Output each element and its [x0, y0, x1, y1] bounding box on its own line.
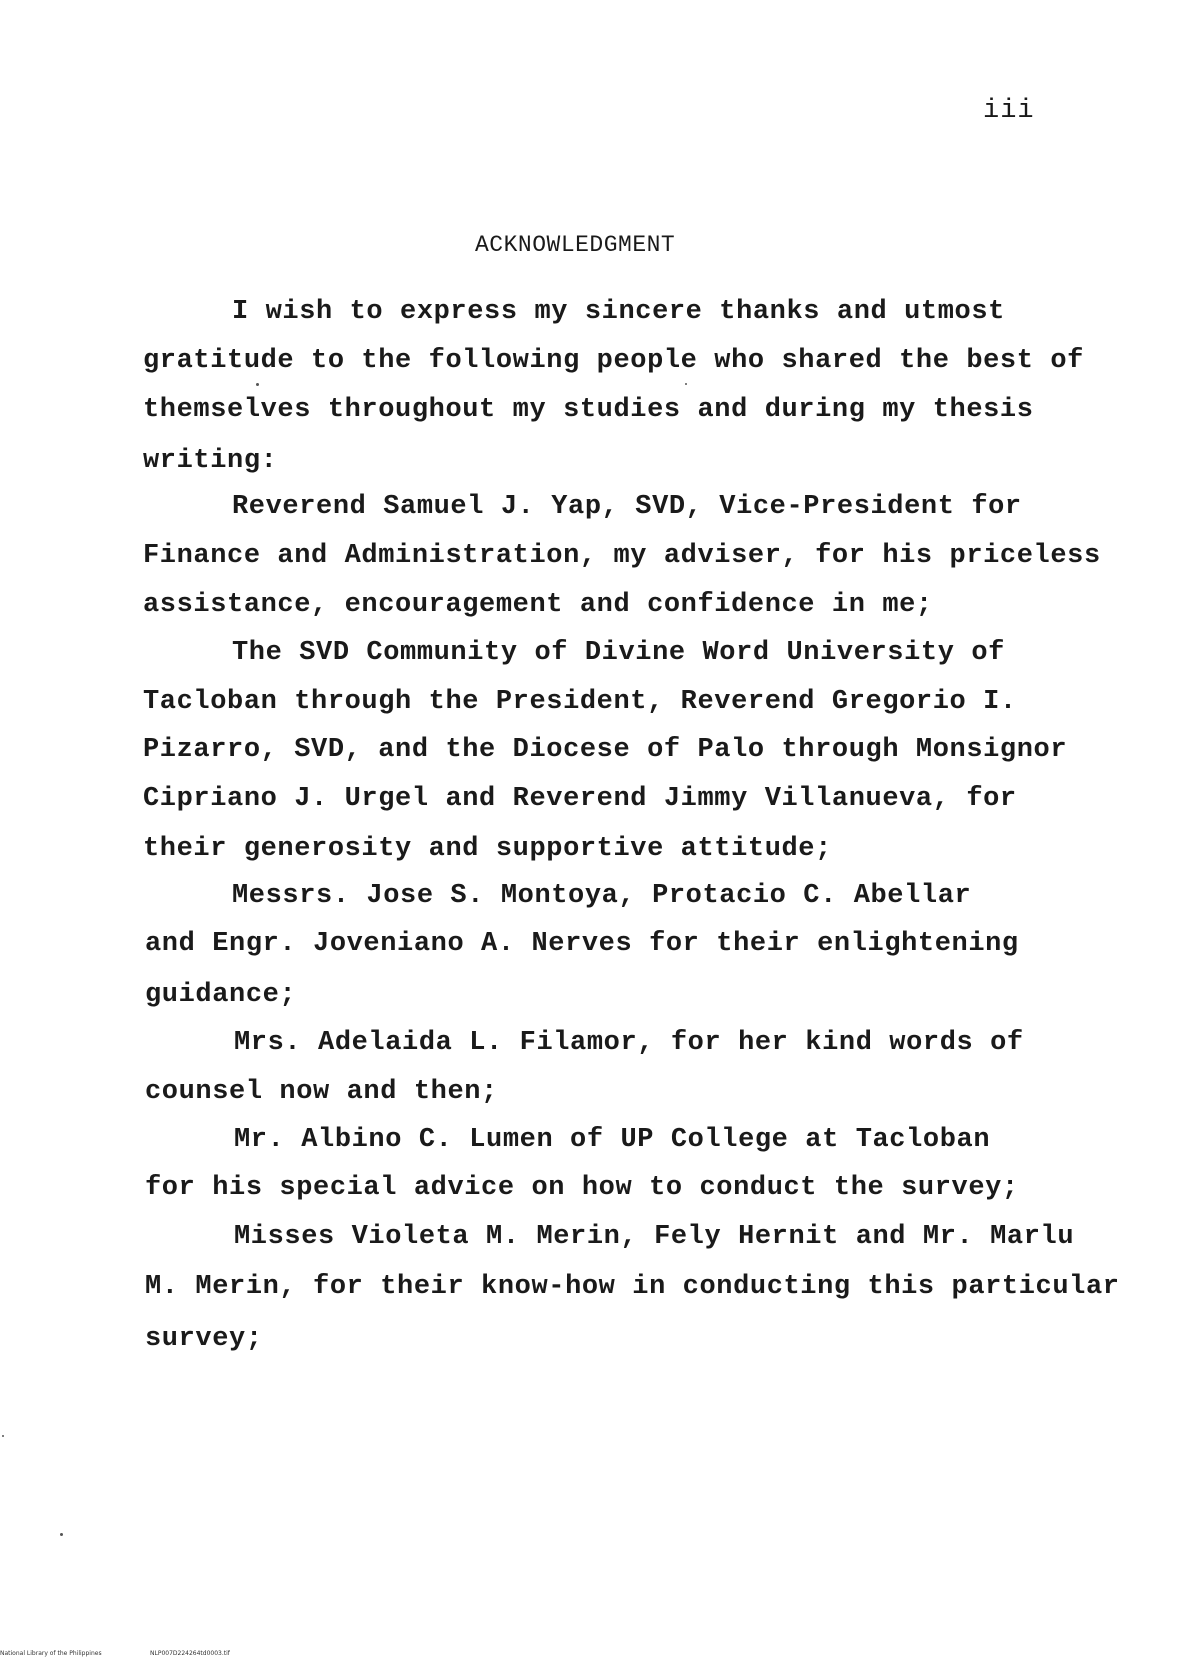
text-line: Messrs. Jose S. Montoya, Protacio C. Abellar: [232, 881, 972, 911]
text-line: assistance, encouragement and confidence in me;: [143, 590, 933, 620]
text-line: Mrs. Adelaida L. Filamor, for her kind words of: [234, 1028, 1024, 1058]
text-line: for his special advice on how to conduct the survey;: [145, 1173, 1019, 1203]
text-line: guidance;: [145, 980, 297, 1010]
text-line: their generosity and supportive attitude;: [143, 834, 832, 864]
text-line: themselves throughout my studies and during my thesis: [143, 395, 1034, 425]
footer-filename: NLP007D224264td0003.tif: [150, 1650, 230, 1657]
page-number: iii: [983, 96, 1035, 126]
footer-library: National Library of the Philippines: [0, 1650, 102, 1657]
text-line: Misses Violeta M. Merin, Fely Hernit and Mr. Marlu: [234, 1222, 1075, 1252]
text-line: Mr. Albino C. Lumen of UP College at Tacloban: [234, 1125, 991, 1155]
text-line: Pizarro, SVD, and the Diocese of Palo through Monsignor: [143, 735, 1068, 765]
text-line: and Engr. Joveniano A. Nerves for their enlightening: [145, 929, 1019, 959]
speck: [256, 383, 259, 386]
text-line: Reverend Samuel J. Yap, SVD, Vice-President for: [232, 492, 1022, 522]
text-line: Finance and Administration, my adviser, for his priceless: [143, 541, 1101, 571]
text-line: writing:: [143, 446, 278, 476]
speck: [685, 383, 687, 385]
speck: [2, 1435, 4, 1437]
page-title: ACKNOWLEDGMENT: [475, 232, 676, 258]
text-line: counsel now and then;: [145, 1077, 498, 1107]
text-line: M. Merin, for their know-how in conducting this particular: [145, 1272, 1120, 1302]
text-line: Tacloban through the President, Reverend Gregorio I.: [143, 687, 1017, 717]
text-line: survey;: [145, 1324, 263, 1354]
speck: [60, 1533, 63, 1536]
text-line: gratitude to the following people who shared the best of: [143, 346, 1084, 376]
text-line: The SVD Community of Divine Word University of: [232, 638, 1005, 668]
text-line: Cipriano J. Urgel and Reverend Jimmy Villanueva, for: [143, 784, 1017, 814]
text-line: I wish to express my sincere thanks and utmost: [232, 297, 1005, 327]
